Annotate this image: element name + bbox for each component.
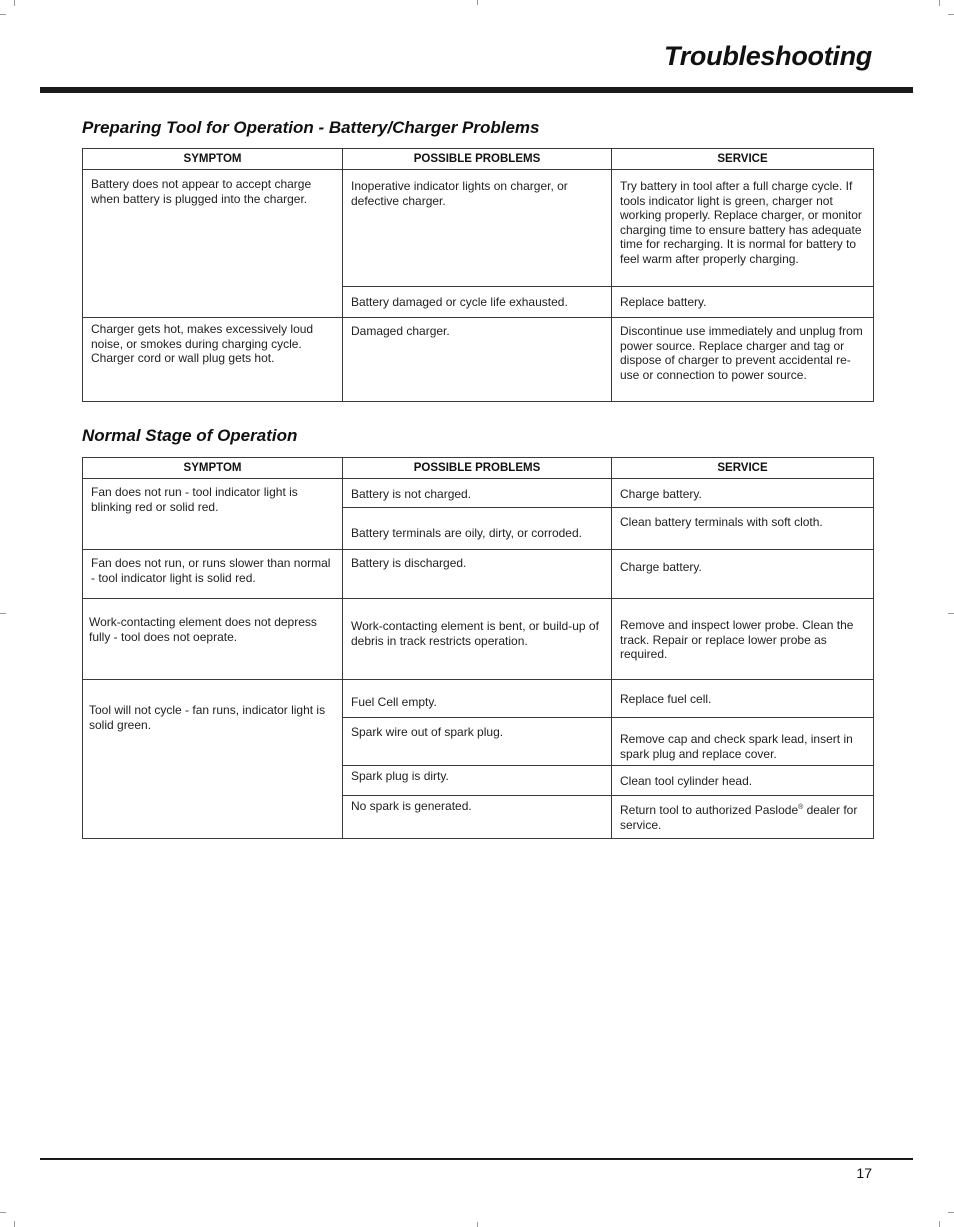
page-number: 17 xyxy=(856,1165,872,1181)
table-header-row xyxy=(83,149,874,170)
section-heading-battery-charger: Preparing Tool for Operation - Battery/Charger Problems xyxy=(82,118,540,137)
crop-mark xyxy=(477,1222,478,1227)
section-heading-normal-operation: Normal Stage of Operation xyxy=(82,426,298,445)
problem-cell: Work-contacting element is bent, or build-up of debris in track restricts operation. xyxy=(343,599,612,680)
crop-mark xyxy=(477,0,478,5)
symptom-cell: Fan does not run, or runs slower than normal - tool indicator light is solid red. xyxy=(83,550,343,599)
crop-mark xyxy=(0,613,6,614)
symptom-cell: Battery does not appear to accept charge when battery is plugged into the charger. xyxy=(83,170,343,318)
table-row xyxy=(83,170,874,287)
problem-cell: Inoperative indicator lights on charger, or defective charger. xyxy=(343,170,612,287)
service-cell: Clean tool cylinder head. xyxy=(612,766,874,796)
crop-mark xyxy=(939,0,940,6)
problem-cell: Battery is not charged. xyxy=(343,479,612,508)
header-rule xyxy=(40,87,913,93)
column-header-symptom: SYMPTOM xyxy=(83,149,343,170)
column-header-service: SERVICE xyxy=(612,149,874,170)
table-row xyxy=(83,550,874,599)
battery-charger-table xyxy=(82,148,874,402)
symptom-cell: Charger gets hot, makes excessively loud noise, or smokes during charging cycle. Charger cord or wall plug gets hot. xyxy=(83,318,343,402)
service-cell xyxy=(612,796,874,839)
problem-cell: Battery terminals are oily, dirty, or corroded. xyxy=(343,508,612,550)
normal-operation-table xyxy=(82,457,874,839)
registered-mark: ® xyxy=(798,804,804,811)
service-cell: Charge battery. xyxy=(612,479,874,508)
service-cell: Replace fuel cell. xyxy=(612,680,874,718)
service-cell: Try battery in tool after a full charge cycle. If tools indicator light is green, charger not working properly. Replace charger, or monitor charging time to ensure battery has adequate time for recharging. It is normal for battery to feel warm after properly charging. xyxy=(612,170,874,287)
service-text: Return tool to authorized Paslode xyxy=(620,803,799,817)
crop-mark xyxy=(948,14,954,15)
service-text-tail: dealer for service. xyxy=(620,803,858,832)
service-cell: Charge battery. xyxy=(612,550,874,599)
problem-cell: Fuel Cell empty. xyxy=(343,680,612,718)
crop-mark xyxy=(14,0,15,6)
column-header-possible-problems: POSSIBLE PROBLEMS xyxy=(343,458,612,479)
service-cell: Remove and inspect lower probe. Clean the track. Repair or replace lower probe as required. xyxy=(612,599,874,680)
table-row xyxy=(83,680,874,718)
crop-mark xyxy=(0,1212,6,1213)
symptom-cell: Work-contacting element does not depress fully - tool does not oeprate. xyxy=(83,599,343,680)
symptom-cell: Tool will not cycle - fan runs, indicator light is solid green. xyxy=(83,680,343,839)
service-cell: Replace battery. xyxy=(612,287,874,318)
crop-mark xyxy=(14,1221,15,1227)
service-cell: Remove cap and check spark lead, insert in spark plug and replace cover. xyxy=(612,718,874,766)
table-row xyxy=(83,318,874,402)
table-header-row xyxy=(83,458,874,479)
service-cell: Clean battery terminals with soft cloth. xyxy=(612,508,874,550)
problem-cell: Spark wire out of spark plug. xyxy=(343,718,612,766)
problem-cell: Battery damaged or cycle life exhausted. xyxy=(343,287,612,318)
crop-mark xyxy=(948,613,954,614)
table-row xyxy=(83,479,874,508)
column-header-possible-problems: POSSIBLE PROBLEMS xyxy=(343,149,612,170)
problem-cell: No spark is generated. xyxy=(343,796,612,839)
service-cell: Discontinue use immediately and unplug from power source. Replace charger and tag or dispose of charger to prevent accidental re-use or connection to power source. xyxy=(612,318,874,402)
crop-mark xyxy=(0,14,6,15)
column-header-service: SERVICE xyxy=(612,458,874,479)
crop-mark xyxy=(939,1221,940,1227)
column-header-symptom: SYMPTOM xyxy=(83,458,343,479)
page-title: Troubleshooting xyxy=(664,41,872,71)
crop-mark xyxy=(948,1212,954,1213)
footer-rule xyxy=(40,1158,913,1160)
problem-cell: Spark plug is dirty. xyxy=(343,766,612,796)
problem-cell: Damaged charger. xyxy=(343,318,612,402)
table-row xyxy=(83,599,874,680)
symptom-cell: Fan does not run - tool indicator light is blinking red or solid red. xyxy=(83,479,343,550)
problem-cell: Battery is discharged. xyxy=(343,550,612,599)
